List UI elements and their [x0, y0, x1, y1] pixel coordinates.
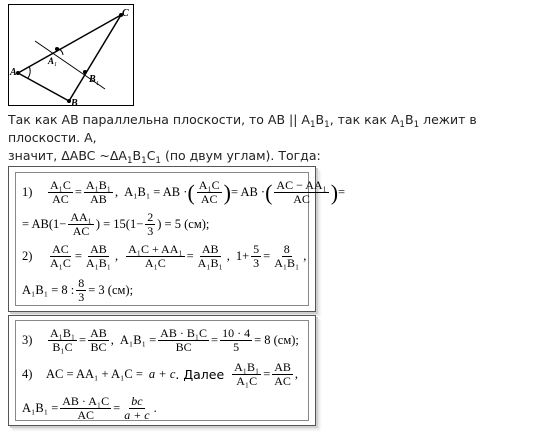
sub-index: 1 — [126, 156, 133, 166]
operator: = — [113, 401, 121, 415]
fraction — [272, 361, 293, 388]
intro-text: Так как AB параллельна плоскости, то AB || A — [8, 112, 310, 127]
punctuation: , — [226, 249, 230, 263]
label-b1-sub: 1 — [96, 81, 99, 87]
sub-index: 1 — [141, 156, 147, 166]
formula-text: = 8 (см); — [254, 333, 299, 347]
sub-index: 1 — [413, 120, 420, 130]
formula-variable: a + c — [148, 367, 176, 381]
numerator: A₁C — [198, 178, 220, 192]
operator: = — [263, 367, 271, 381]
side-ab — [18, 73, 69, 101]
formula-text: ) = 15(1− — [95, 217, 144, 231]
denominator: AB — [90, 192, 107, 206]
fraction — [60, 395, 111, 422]
operator: = — [263, 249, 271, 263]
formula-line-5 — [22, 327, 299, 354]
formula-text: AC = AA₁ + A₁C = — [46, 367, 143, 381]
formula-line-6 — [22, 361, 298, 388]
intro-text: B — [132, 148, 142, 163]
fraction — [84, 243, 113, 270]
operator: = — [211, 333, 219, 347]
numerator: A₁B₁ — [234, 360, 260, 374]
punctuation: , — [110, 333, 114, 347]
numerator: AB — [201, 242, 219, 256]
intro-text: (по двум углам). Тогда: — [161, 148, 321, 163]
fraction — [145, 211, 155, 238]
fraction — [196, 243, 225, 270]
denominator: BC — [175, 340, 192, 354]
numerator: AC — [52, 242, 69, 256]
numerator: 2 — [147, 210, 154, 224]
denominator: a + c — [124, 408, 150, 422]
solution-box-2-inner — [15, 320, 309, 421]
solution-box-1-inner — [15, 172, 346, 306]
formula-line-2 — [22, 211, 209, 238]
denominator: AC — [52, 192, 69, 206]
point-b1 — [83, 70, 87, 74]
denominator: BC — [90, 340, 107, 354]
fraction — [272, 243, 301, 270]
punctuation: , — [294, 367, 299, 381]
step-number: 2) — [22, 249, 33, 263]
punctuation: , — [303, 249, 307, 263]
label-b1: B — [89, 74, 96, 85]
formula-line-4 — [22, 277, 133, 304]
operator: = — [74, 249, 82, 263]
denominator: 3 — [253, 256, 260, 270]
numerator: AC − AA₁ — [276, 178, 327, 192]
fraction — [48, 243, 73, 270]
formula-text: = AB · — [230, 185, 266, 199]
intro-text: B — [404, 112, 414, 127]
fraction — [48, 179, 73, 206]
label-a1-sub: 1 — [54, 62, 57, 68]
fraction — [88, 327, 109, 354]
fraction — [220, 327, 252, 354]
formula-text: ) = 5 (см); — [157, 217, 210, 231]
intro-text: , так как A — [329, 112, 400, 127]
label-a1: A — [48, 56, 55, 66]
numerator: AA₁ — [70, 210, 92, 224]
solution-box-2 — [8, 315, 316, 426]
denominator: A₁B₁ — [85, 256, 111, 270]
point-a1 — [55, 47, 59, 51]
fraction — [197, 179, 222, 206]
numerator: bc — [131, 394, 143, 408]
formula-text: = 3 (см); — [88, 283, 134, 297]
operator: = — [74, 185, 82, 199]
denominator: A₁C — [50, 256, 71, 270]
label-a: A — [10, 67, 17, 78]
step-number: 3) — [22, 333, 33, 347]
fraction — [274, 179, 328, 206]
punctuation: , — [114, 249, 119, 263]
numerator: 5 — [253, 242, 260, 256]
geometry-figure — [8, 4, 134, 106]
step-number: 4) — [22, 367, 33, 381]
denominator: A₁B₁ — [274, 256, 300, 270]
sub-index: 1 — [399, 120, 405, 130]
sub-index: 1 — [155, 156, 161, 166]
numerator: AB · A₁C — [62, 394, 110, 408]
denominator: A₁C — [236, 374, 258, 388]
punctuation: , — [114, 185, 119, 199]
formula-line-1: 1) $\frac{\text{A₁C}}{AC}$ = $\frac{\text{A₁B₁}}{AB}$ , A₁B₁ = AB · ( $\frac{\text{A₁C}}{AC}$ ) = AB · ( $\frac{\text{AC − AA₁}}{AC}$ ) = — [22, 178, 346, 206]
side-bc — [69, 15, 121, 101]
triangle-diagram — [9, 5, 135, 107]
denominator: 3 — [147, 224, 154, 238]
numerator: 8 — [78, 276, 85, 290]
denominator: B₁C — [52, 340, 73, 354]
formula-text: = AB(1− — [22, 217, 67, 231]
numerator: A₁B₁ — [50, 326, 76, 340]
formula-text: A₁B₁ = — [22, 401, 59, 415]
fraction — [251, 243, 261, 270]
intro-paragraph — [8, 111, 534, 165]
denominator: AC — [274, 374, 291, 388]
denominator: A₁C — [144, 256, 166, 270]
step-number: 1) — [22, 185, 33, 199]
operator: = — [186, 249, 194, 263]
fraction — [68, 211, 94, 238]
operator: = — [79, 333, 87, 347]
intro-text: C — [146, 148, 156, 163]
numerator: A₁C + AA₁ — [128, 242, 183, 256]
denominator: A₁B₁ — [197, 256, 223, 270]
denominator: 5 — [233, 340, 240, 354]
fraction — [158, 327, 209, 354]
numerator: AB — [90, 242, 107, 256]
fraction — [48, 327, 77, 354]
denominator: AC — [72, 224, 90, 238]
formula-text: 1+ — [235, 249, 250, 263]
fraction — [76, 277, 86, 304]
fraction — [232, 361, 261, 388]
numerator: A₁C — [50, 178, 71, 192]
formula-line-3 — [22, 243, 306, 270]
fraction — [122, 395, 151, 422]
numerator: 8 — [283, 242, 290, 256]
formula-text: A₁B₁ = — [119, 333, 157, 347]
formula-text: A₁B₁ = AB · — [124, 185, 188, 199]
intro-text: лежит в плоскости. A, — [8, 112, 477, 145]
intro-text: B — [315, 112, 325, 127]
denominator: 3 — [78, 290, 85, 304]
fraction — [126, 243, 184, 270]
numerator: 10 · 4 — [222, 326, 251, 340]
formula-line-7 — [22, 395, 157, 422]
sub-index: 1 — [309, 120, 316, 130]
fraction — [84, 179, 113, 206]
numerator: AB · B₁C — [160, 326, 208, 340]
denominator: AC — [293, 192, 310, 206]
punctuation: . — [153, 401, 157, 415]
solution-box-1 — [8, 166, 346, 312]
formula-text: A₁B₁ = 8 : — [22, 283, 75, 297]
numerator: AB — [90, 326, 107, 340]
numerator: AB — [274, 360, 291, 374]
label-b: B — [71, 98, 78, 107]
formula-text: . Далее — [175, 367, 225, 382]
operator: = — [338, 185, 346, 199]
numerator: A₁B₁ — [85, 178, 111, 192]
denominator: AC — [77, 408, 95, 422]
denominator: AC — [200, 192, 218, 206]
label-c: C — [122, 8, 129, 19]
intro-text: значит, ΔABC ~ΔA — [8, 148, 127, 163]
sub-index: 1 — [324, 120, 330, 130]
